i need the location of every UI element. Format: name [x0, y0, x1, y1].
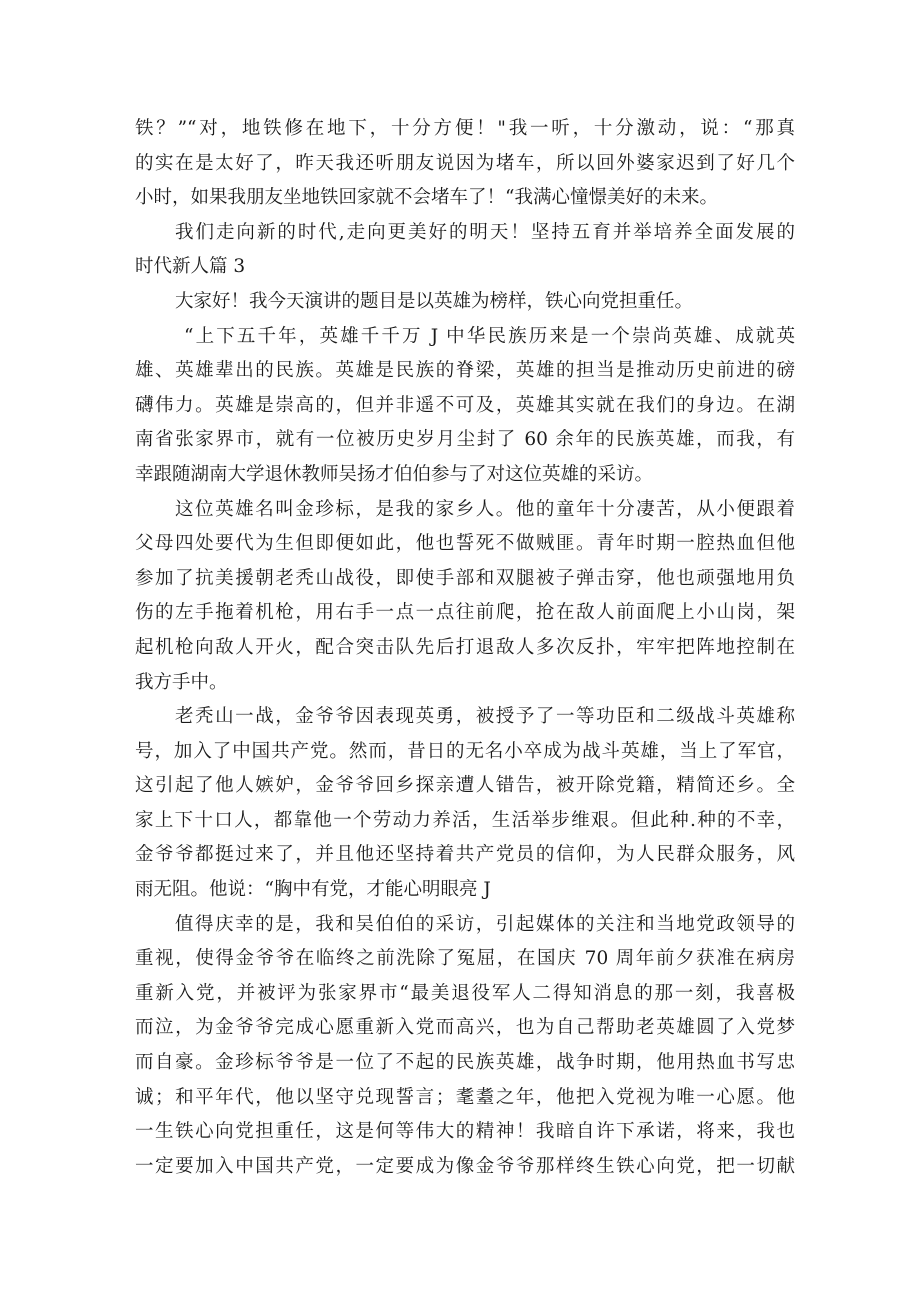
text-line: 南省张家界市，就有一位被历史岁月尘封了 60 余年的民族英雄，而我，有 — [135, 429, 795, 451]
text-line: 这引起了他人嫉妒，金爷爷回乡探亲遭人错告，被开除党籍，精简还乡。全 — [135, 775, 795, 797]
text-line: 这位英雄名叫金珍标，是我的家乡人。他的童年十分凄苦，从小便跟着 — [175, 498, 795, 520]
text-line: “上下五千年，英雄千千万 J 中华民族历来是一个崇尚英雄、成就英 — [184, 325, 795, 347]
text-line: 重新入党，并被评为张家界市“最美退役军人二得知消息的那一刻，我喜极 — [135, 982, 795, 1004]
document-body — [135, 112, 795, 1184]
text-line: 父母四处要代为生但即便如此，他也誓死不做贼匪。青年时期一腔热血但他 — [135, 533, 795, 555]
text-line: 而泣，为金爷爷完成心愿重新入党而高兴，也为自己帮助老英雄圆了入党梦 — [135, 1017, 795, 1039]
text-line: 起机枪向敌人开火，配合突击队先后打退敌人多次反扑，牢牢把阵地控制在 — [135, 636, 795, 658]
text-line: 伤的左手拖着机枪，用右手一点一点往前爬，抢在敌人前面爬上小山岗，架 — [135, 602, 795, 624]
text-line: 雄、英雄辈出的民族。英雄是民族的脊梁，英雄的担当是推动历史前进的磅 — [135, 360, 795, 382]
text-line: 一定要加入中国共产党，一定要成为像金爷爷那样终生铁心向党，把一切献 — [135, 1155, 795, 1177]
text-line: 的实在是太好了，昨天我还听朋友说因为堵车，所以回外婆家迟到了好几个 — [135, 152, 795, 174]
text-line: 金爷爷都挺过来了，并且他还坚持着共产党员的信仰，为人民群众服务，风 — [135, 844, 795, 866]
text-line: 时代新人篇 3 — [135, 256, 246, 278]
text-line: 老秃山一战，金爷爷因表现英勇，被授予了一等功臣和二级战斗英雄称 — [175, 706, 795, 728]
text-line: 参加了抗美援朝老秃山战役，即使手部和双腿被子弹击穿，他也顽强地用负 — [135, 567, 795, 589]
text-line: 雨无阻。他说：“胸中有党，才能心明眼亮 J — [135, 879, 491, 901]
text-line: 一生铁心向党担重任，这是何等伟大的精神！我暗自许下承诺，将来，我也 — [135, 1121, 795, 1143]
text-line: 而自豪。金珍标爷爷是一位了不起的民族英雄，战争时期，他用热血书写忠 — [135, 1052, 795, 1074]
text-line: 值得庆幸的是，我和吴伯伯的采访，引起媒体的关注和当地党政领导的 — [175, 913, 795, 935]
text-line: 小时，如果我朋友坐地铁回家就不会堵车了！“我满心憧憬美好的未来。 — [135, 187, 718, 209]
text-line: 诚；和平年代，他以坚守兑现誓言；耄耋之年，他把入党视为唯一心愿。他 — [135, 1086, 795, 1108]
text-line: 号，加入了中国共产党。然而，昔日的无名小卒成为战斗英雄，当上了军官， — [135, 740, 795, 762]
text-line: 家上下十口人，都靠他一个劳动力养活，生活举步维艰。但此种.种的不幸， — [135, 809, 795, 831]
text-line: 我方手中。 — [135, 671, 228, 693]
text-line: 幸跟随湖南大学退休教师吴扬才伯伯参与了对这位英雄的采访。 — [135, 463, 654, 485]
text-line: 重视，使得金爷爷在临终之前洗除了冤屈，在国庆 70 周年前夕获准在病房 — [135, 948, 795, 970]
text-line: 我们走向新的时代,走向更美好的明天！坚持五育并举培养全面发展的 — [175, 221, 795, 243]
text-line: 大家好！我今天演讲的题目是以英雄为榜样，铁心向党担重任。 — [175, 290, 694, 312]
text-line: 铁？”“对，地铁修在地下，十分方便！"我一听，十分激动，说：“那真 — [135, 118, 795, 139]
text-line: 礴伟力。英雄是崇高的，但并非遥不可及，英雄其实就在我们的身边。在湖 — [135, 394, 795, 416]
